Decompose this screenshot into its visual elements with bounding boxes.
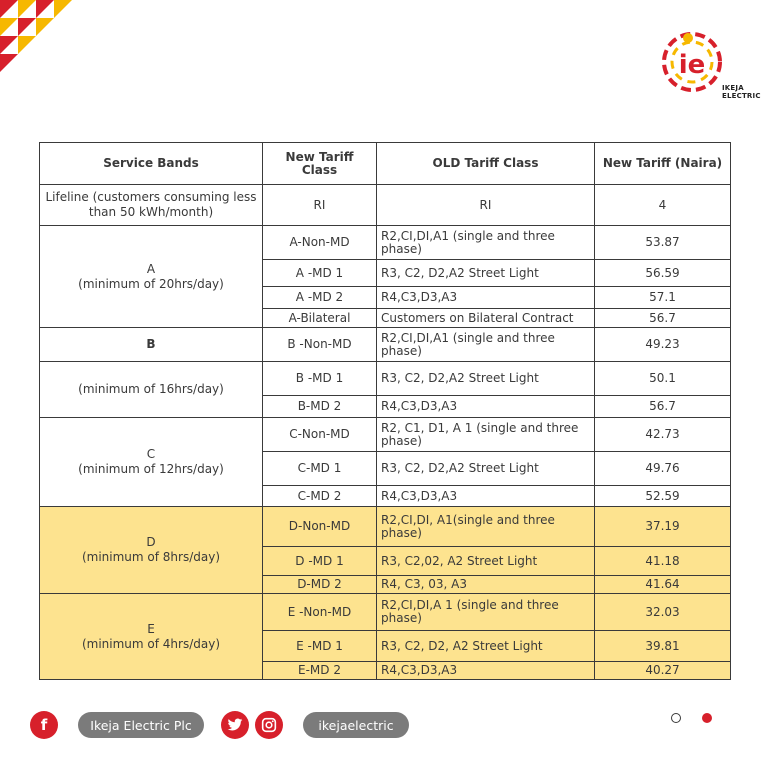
old-class-cell: R2, C1, D1, A 1 (single and three phase): [377, 418, 595, 452]
tariff-cell: 50.1: [595, 362, 731, 396]
band-e-cell: [40, 594, 263, 680]
tariff-cell: 49.76: [595, 452, 731, 486]
header-old-tariff-class: OLD Tariff Class: [377, 143, 595, 185]
new-class-cell: E-MD 2: [263, 662, 377, 680]
page-indicator-dot-active[interactable]: [702, 713, 712, 723]
logo-line-2: ELECTRIC: [722, 92, 761, 100]
band-d-title: D: [146, 535, 156, 549]
new-class-cell: C-MD 2: [263, 486, 377, 507]
new-class-cell: A -MD 2: [263, 287, 377, 309]
new-class-cell: E -Non-MD: [263, 594, 377, 631]
old-class-cell: R4,C3,D3,A3: [377, 662, 595, 680]
tariff-cell: 39.81: [595, 631, 731, 662]
instagram-handle-link[interactable]: ikejaelectric: [303, 712, 409, 738]
old-class-cell: R2,CI,DI,A1 (single and three phase): [377, 328, 595, 362]
band-b2-cell: (minimum of 16hrs/day): [40, 362, 263, 418]
new-class-cell: A-Bilateral: [263, 309, 377, 328]
old-class-cell: R3, C2, D2,A2 Street Light: [377, 452, 595, 486]
new-class-cell: D -MD 1: [263, 547, 377, 576]
old-class-cell: R2,CI,DI, A1(single and three phase): [377, 507, 595, 547]
tariff-cell: 37.19: [595, 507, 731, 547]
band-e-title: E: [147, 621, 155, 636]
tariff-cell: 32.03: [595, 594, 731, 631]
header-new-tariff: New Tariff (Naira): [595, 143, 731, 185]
tariff-cell: 41.64: [595, 576, 731, 594]
band-a-subtitle: (minimum of 20hrs/day): [78, 276, 224, 291]
logo-line-1: IKEJA: [722, 84, 744, 92]
band-d-cell: [40, 507, 263, 594]
logo-wordmark: [722, 84, 761, 100]
new-class-cell: RI: [263, 185, 377, 226]
facebook-link[interactable]: Ikeja Electric Plc: [78, 712, 204, 738]
facebook-icon[interactable]: [30, 711, 58, 739]
new-class-cell: B -Non-MD: [263, 328, 377, 362]
old-class-cell: R2,CI,DI,A1 (single and three phase): [377, 226, 595, 260]
table-row: [40, 328, 731, 362]
table-row: [40, 226, 731, 260]
band-c-subtitle: (minimum of 12hrs/day): [78, 462, 224, 476]
band-e-subtitle: (minimum of 4hrs/day): [81, 636, 221, 651]
old-class-cell: R4, C3, 03, A3: [377, 576, 595, 594]
facebook-glyph: f: [40, 716, 48, 734]
tariff-cell: 52.59: [595, 486, 731, 507]
tariff-cell: 41.18: [595, 547, 731, 576]
new-class-cell: C-MD 1: [263, 452, 377, 486]
band-b-cell: B: [40, 328, 263, 362]
old-class-cell: R4,C3,D3,A3: [377, 396, 595, 418]
instagram-glyph: [261, 717, 277, 733]
tariff-cell: 56.7: [595, 396, 731, 418]
tariff-cell: 40.27: [595, 662, 731, 680]
old-class-cell: R3, C2, D2,A2 Street Light: [377, 260, 595, 287]
band-a-cell: [40, 226, 263, 328]
new-class-cell: E -MD 1: [263, 631, 377, 662]
new-class-cell: A -MD 1: [263, 260, 377, 287]
table-header-row: [40, 143, 731, 185]
table-row: [40, 185, 731, 226]
tariff-cell: 49.23: [595, 328, 731, 362]
page-indicator-dot[interactable]: [671, 713, 681, 723]
old-class-cell: R3, C2, D2,A2 Street Light: [377, 362, 595, 396]
twitter-icon[interactable]: [221, 711, 249, 739]
tariff-cell: 53.87: [595, 226, 731, 260]
new-class-cell: D-MD 2: [263, 576, 377, 594]
old-class-cell: R4,C3,D3,A3: [377, 486, 595, 507]
table-row: [40, 594, 731, 631]
header-new-tariff-class: New Tariff Class: [263, 143, 377, 185]
tariff-cell: 42.73: [595, 418, 731, 452]
new-class-cell: B -MD 1: [263, 362, 377, 396]
tariff-table: [39, 142, 731, 680]
table-row: [40, 507, 731, 547]
tariff-cell: 57.1: [595, 287, 731, 309]
band-a-title: A: [146, 261, 156, 276]
old-class-cell: R3, C2,02, A2 Street Light: [377, 547, 595, 576]
header-service-bands: Service Bands: [40, 143, 263, 185]
old-class-cell: RI: [377, 185, 595, 226]
table-row: [40, 418, 731, 452]
logo-mark-text: ie: [678, 50, 706, 80]
corner-decoration: [0, 0, 80, 80]
band-c-title: C: [146, 447, 156, 461]
old-class-cell: Customers on Bilateral Contract: [377, 309, 595, 328]
new-class-cell: D-Non-MD: [263, 507, 377, 547]
band-d-subtitle: (minimum of 8hrs/day): [81, 550, 221, 564]
new-class-cell: C-Non-MD: [263, 418, 377, 452]
old-class-cell: R2,CI,DI,A 1 (single and three phase): [377, 594, 595, 631]
twitter-glyph: [227, 718, 243, 732]
tariff-cell: 4: [595, 185, 731, 226]
instagram-icon[interactable]: [255, 711, 283, 739]
tariff-cell: 56.59: [595, 260, 731, 287]
table-row: [40, 362, 731, 396]
band-c-cell: [40, 418, 263, 507]
new-class-cell: B-MD 2: [263, 396, 377, 418]
old-class-cell: R3, C2, D2, A2 Street Light: [377, 631, 595, 662]
new-class-cell: A-Non-MD: [263, 226, 377, 260]
old-class-cell: R4,C3,D3,A3: [377, 287, 595, 309]
lifeline-band: Lifeline (customers consuming less than 50 kWh/month): [40, 185, 263, 226]
tariff-cell: 56.7: [595, 309, 731, 328]
